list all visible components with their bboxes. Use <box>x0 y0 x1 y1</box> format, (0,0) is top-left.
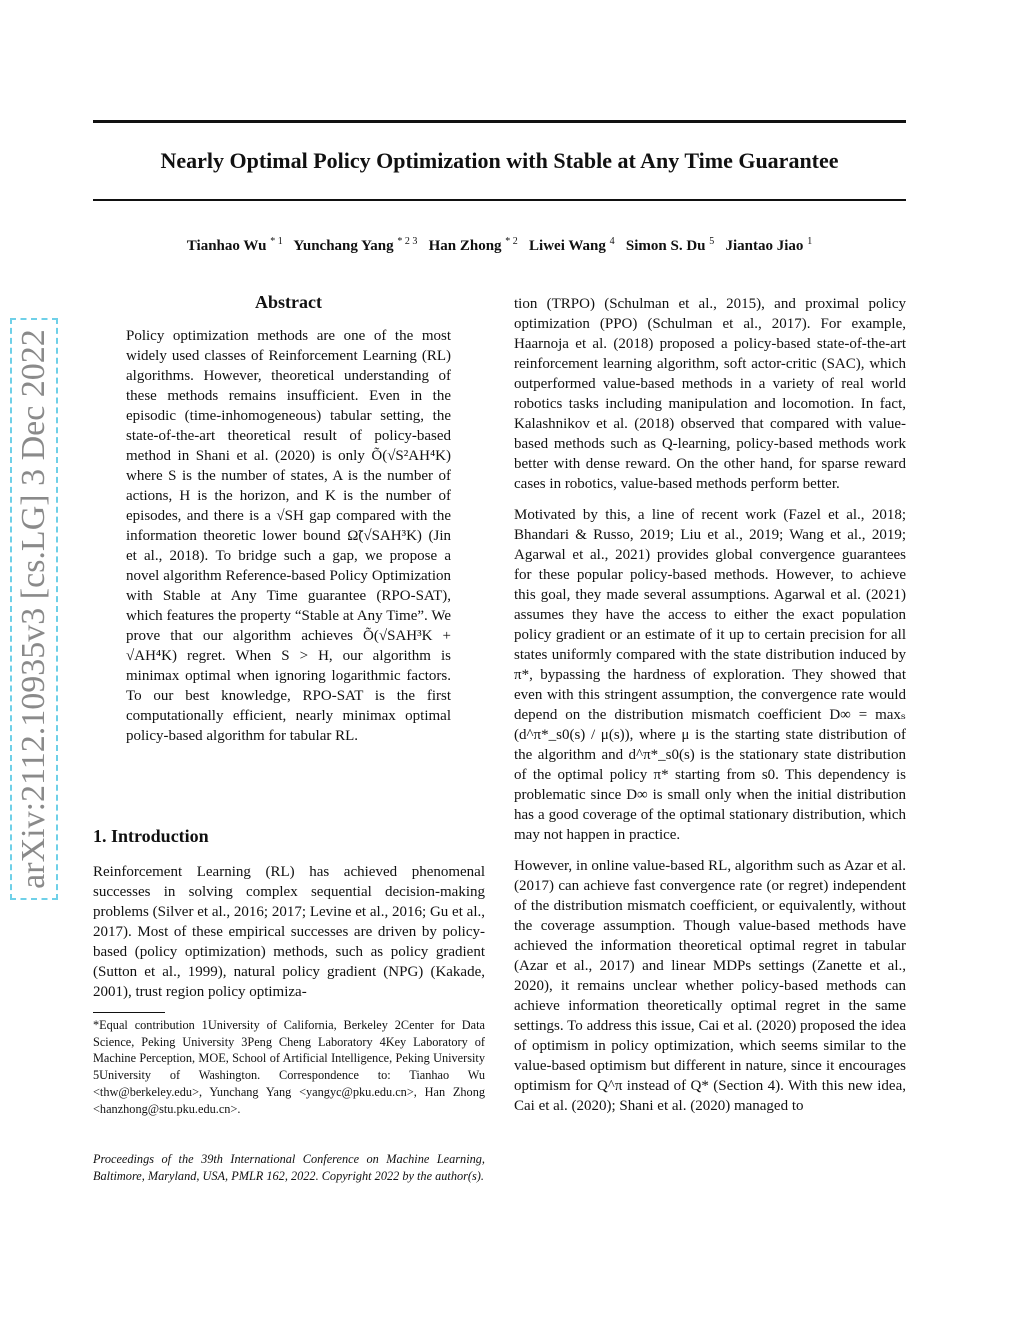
author-name: Jiantao Jiao <box>725 238 804 254</box>
section-heading-introduction: 1. Introduction <box>93 826 209 846</box>
paragraph-optimism: However, in online value-based RL, algorithm such as Azar et al. (2017) can achieve fast convergence rate (or regret) independent of the distribution mismatch coefficient, or equivalently, without the coverage assumption. Though value-based methods have achieved the information theoretical optimal regret in tabular (Azar et al., 2017) and linear MDPs settings (Zanette et al., 2020), it remains unclear whether policy-based methods can achieve information theoretically optimal regret in the same settings. To address this issue, Cai et al. (2020) proposed the idea of optimism in policy optimization, which seems similar to the value-based optimism but different in nature, since it encourages optimism for Q^π instead of Q* (Section 4). With this new idea, Cai et al. (2020); Shani et al. (2020) managed to <box>514 858 906 1114</box>
intro-paragraph: Reinforcement Learning (RL) has achieved phenomenal successes in solving complex sequential decision-making problems (Silver et al., 2016; 2017; Levine et al., 2016; Gu et al., 2017). Most of these empirical successes are driven by policy-based (policy optimization) methods, such as policy gradient (Sutton et al., 1999), natural policy gradient (NPG) (Kakade, 2001), trust region policy optimiza- <box>93 864 485 1000</box>
paper-title: Nearly Optimal Policy Optimization with Stable at Any Time Guarantee <box>160 148 839 173</box>
author-affil: 4 <box>609 236 615 247</box>
author-affil: * 1 <box>270 236 283 247</box>
top-rule <box>93 120 906 123</box>
author-name: Liwei Wang <box>529 238 606 254</box>
author-name: Yunchang Yang <box>293 238 394 254</box>
footnote-rule <box>93 1012 165 1013</box>
right-column <box>514 294 906 1127</box>
footnote-affiliations: *Equal contribution 1University of California, Berkeley 2Center for Data Science, Peking University 3Peng Cheng Laboratory 4Key Laboratory of Machine Perception, MOE, School of Artificial Intelligence, Peking University 5University of Washington. Correspondence to: Tianhao Wu <thw@berkeley.edu>, Yunchang Yang <yangyc@pku.edu.cn>, Han Zhong <hanzhong@stu.pku.edu.cn>. <box>93 1018 485 1116</box>
author-name: Tianhao Wu <box>186 238 267 254</box>
arxiv-id-text: arXiv:2112.10935v3 [cs.LG] 3 Dec 2022 <box>15 329 52 889</box>
author-affil: 5 <box>709 236 715 247</box>
author-name: Simon S. Du <box>625 238 706 254</box>
author-affil: * 2 3 <box>397 236 418 247</box>
author-affil: 1 <box>807 236 813 247</box>
author-affil: * 2 <box>505 236 518 247</box>
paragraph-rl-methods: tion (TRPO) (Schulman et al., 2015), and proximal policy optimization (PPO) (Schulman et al., 2017). For example, Haarnoja et al. (2018) proposed a policy-based state-of-the-art reinforcement learning algorithm, soft actor-critic (SAC), which outperformed value-based methods in a variety of real world robotics tasks including manipulation and locomotion. In fact, Kalashnikov et al. (2018) observed that compared with value-based methods such as Q-learning, policy-based methods work better with dense reward. On the other hand, for sparse reward cases in robotics, value-based methods perform better. <box>514 296 906 492</box>
title-rule <box>93 199 906 201</box>
proceedings-note: Proceedings of the 39th International Conference on Machine Learning, Baltimore, Maryland, USA, PMLR 162, 2022. Copyright 2022 by the author(s). <box>93 1152 485 1183</box>
paragraph-convergence: Motivated by this, a line of recent work (Fazel et al., 2018; Bhandari & Russo, 2019; Liu et al., 2019; Wang et al., 2019; Agarwal et al., 2021) provides global convergence guarantees for these popular policy-based methods. However, to achieve this goal, they made several assumptions. Agarwal et al. (2021) assumes they have the access to either the exact population policy gradient or an estimate of it up to certain precision for all states uniformly compared with the state distribution induced by π*, bypassing the hardness of exploration. They showed that even with this stringent assumption, the convergence rate would depend on the distribution mismatch coefficient D∞ = maxₛ (d^π*_s0(s) / μ(s)), where μ is the starting state distribution of the algorithm and d^π*_s0(s) is the stationary state distribution of the optimal policy π* starting from s0. This dependency is problematic since D∞ is small only when the initial distribution has a good coverage of the optimal stationary distribution, which may not happen in practice. <box>514 507 906 843</box>
arxiv-stamp[interactable] <box>10 318 58 900</box>
author-name: Han Zhong <box>428 238 502 254</box>
author-list <box>93 236 906 255</box>
abstract-heading: Abstract <box>255 292 322 312</box>
abstract-text: Policy optimization methods are one of the most widely used classes of Reinforcement Learning (RL) algorithms. However, theoretical understanding of these methods remains insufficient. Even in the episodic (time-inhomogeneous) tabular setting, the state-of-the-art theoretical result of policy-based method in Shani et al. (2020) is only Õ(√S²AH⁴K) where S is the number of states, A is the number of actions, H is the horizon, and K is the number of episodes, and there is a √SH gap compared with the information theoretic lower bound Ω̃(√SAH³K) (Jin et al., 2018). To bridge such a gap, we propose a novel algorithm Reference-based Policy Optimization with Stable at Any Time guarantee (RPO-SAT), which features the property “Stable at Any Time”. We prove that our algorithm achieves Õ(√SAH³K + √AH⁴K) regret. When S > H, our algorithm is minimax optimal when ignoring logarithmic factors. To our best knowledge, RPO-SAT is the first computationally efficient, nearly minimax optimal policy-based algorithm for tabular RL. <box>126 328 451 744</box>
